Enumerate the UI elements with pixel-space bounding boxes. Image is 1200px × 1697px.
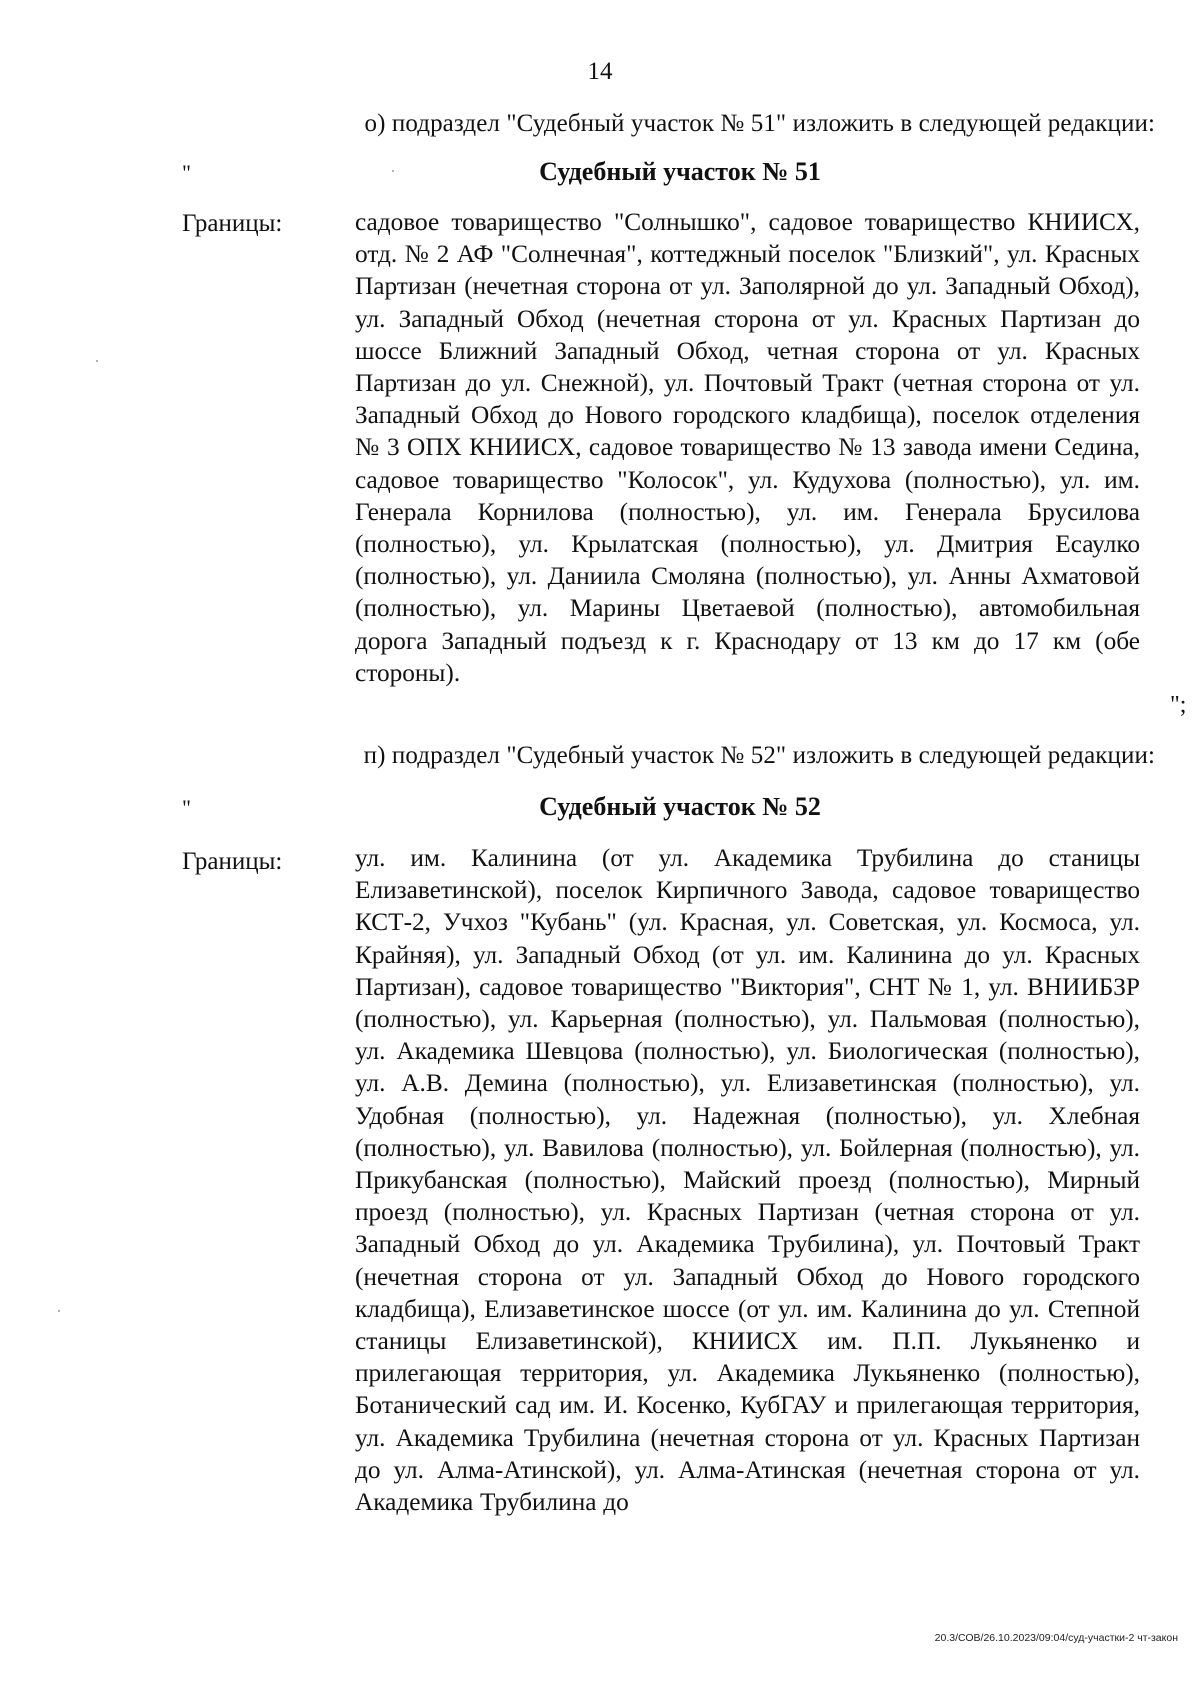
section-52-boundaries-text: ул. им. Калинина (от ул. Академика Трубилина до станицы Елизаветинской), поселок Кирпичного Завода, садовое товарищество КСТ-2, Учхоз "Кубань" (ул. Красная, ул. Советская, ул. Космоса, ул. Крайняя), ул. Западный Обход (от ул. им. Калинина до ул. Красных Партизан), садовое товарищество "Виктория", СНТ № 1, ул. ВНИИБЗР (полностью), ул. Карьерная (полностью), ул. Пальмовая (полностью), ул. Академика Шевцова (полностью), ул. Биологическая (полностью), ул. А.В. Демина (полностью), ул. Елизаветинская (полностью), ул. Удобная (полностью), ул. Надежная (полностью), ул. Хлебная (полностью), ул. Вавилова (полностью), ул. Бойлерная (полностью), ул. Прикубанская (полностью), Майский проезд (полностью), Мирный проезд (полностью), ул. Красных Партизан (четная сторона от ул. Западный Обход до ул. Академика Трубилина), ул. Почтовый Тракт (нечетная сторона от ул. Западный Обход до Нового городского кладбища), Елизаветинское шоссе (от ул. им. Калинина до ул. Степной станицы Елизаветинской), КНИИСХ им. П.П. Лукьяненко и прилегающая территория, ул. Академика Лукьяненко (полностью), Ботанический сад им. И. Косенко, КубГАУ и прилегающая территория, ул. Академика Трубилина (нечетная сторона от ул. Красных Партизан до ул. Алма-Атинской), ул. Алма-Атинская (нечетная сторона от ул. Академика Трубилина до [355, 844, 1140, 1517]
document-footer-code: 20.3/СОВ/26.10.2023/09:04/суд-участки-2 чт-закон [934, 1632, 1178, 1644]
section-52-heading: Судебный участок № 52 [539, 792, 821, 821]
scan-speck [96, 360, 98, 362]
scan-speck [392, 170, 394, 172]
page-number: 14 [587, 58, 613, 85]
section-51-boundaries-text: садовое товарищество "Солнышко", садовое товарищество КНИИСХ, отд. № 2 АФ "Солнечная", коттеджный поселок "Близкий", ул. Красных Партизан (нечетная сторона от ул. Заполярной до ул. Западный Обход), ул. Западный Обход (нечетная сторона от ул. Красных Партизан до шоссе Ближний Западный Обход, четная сторона от ул. Красных Партизан до ул. Снежной), ул. Почтовый Тракт (четная сторона от ул. Западный Обход до Нового городского кладбища), поселок отделения № 3 ОПХ КНИИСХ, садовое товарищество № 13 завода имени Седина, садовое товарищество "Колосок", ул. Кудухова (полностью), ул. им. Генерала Корнилова (полностью), ул. им. Генерала Брусилова (полностью), ул. Крылатская (полностью), ул. Дмитрия Есаулко (полностью), ул. Даниила Смоляна (полностью), ул. Анны Ахматовой (полностью), ул. Марины Цветаевой (полностью), автомобильная дорога Западный подъезд к г. Краснодару от 13 км до 17 км (обе стороны). [355, 208, 1140, 687]
section-51-heading: Судебный участок № 51 [539, 157, 821, 186]
clause-o-instruction: о) подраздел "Судебный участок № 51" изложить в следующей редакции: [364, 110, 1155, 137]
section-51-boundaries-label: Границы: [182, 210, 283, 237]
section-51-close-quote: "; [1170, 692, 1187, 718]
scan-speck [58, 1310, 60, 1312]
section-52-open-quote: " [182, 795, 191, 820]
clause-p-instruction: п) подраздел "Судебный участок № 52" изложить в следующей редакции: [363, 742, 1155, 769]
section-51-open-quote: " [182, 160, 191, 185]
section-52-boundaries-label: Границы: [182, 848, 283, 875]
